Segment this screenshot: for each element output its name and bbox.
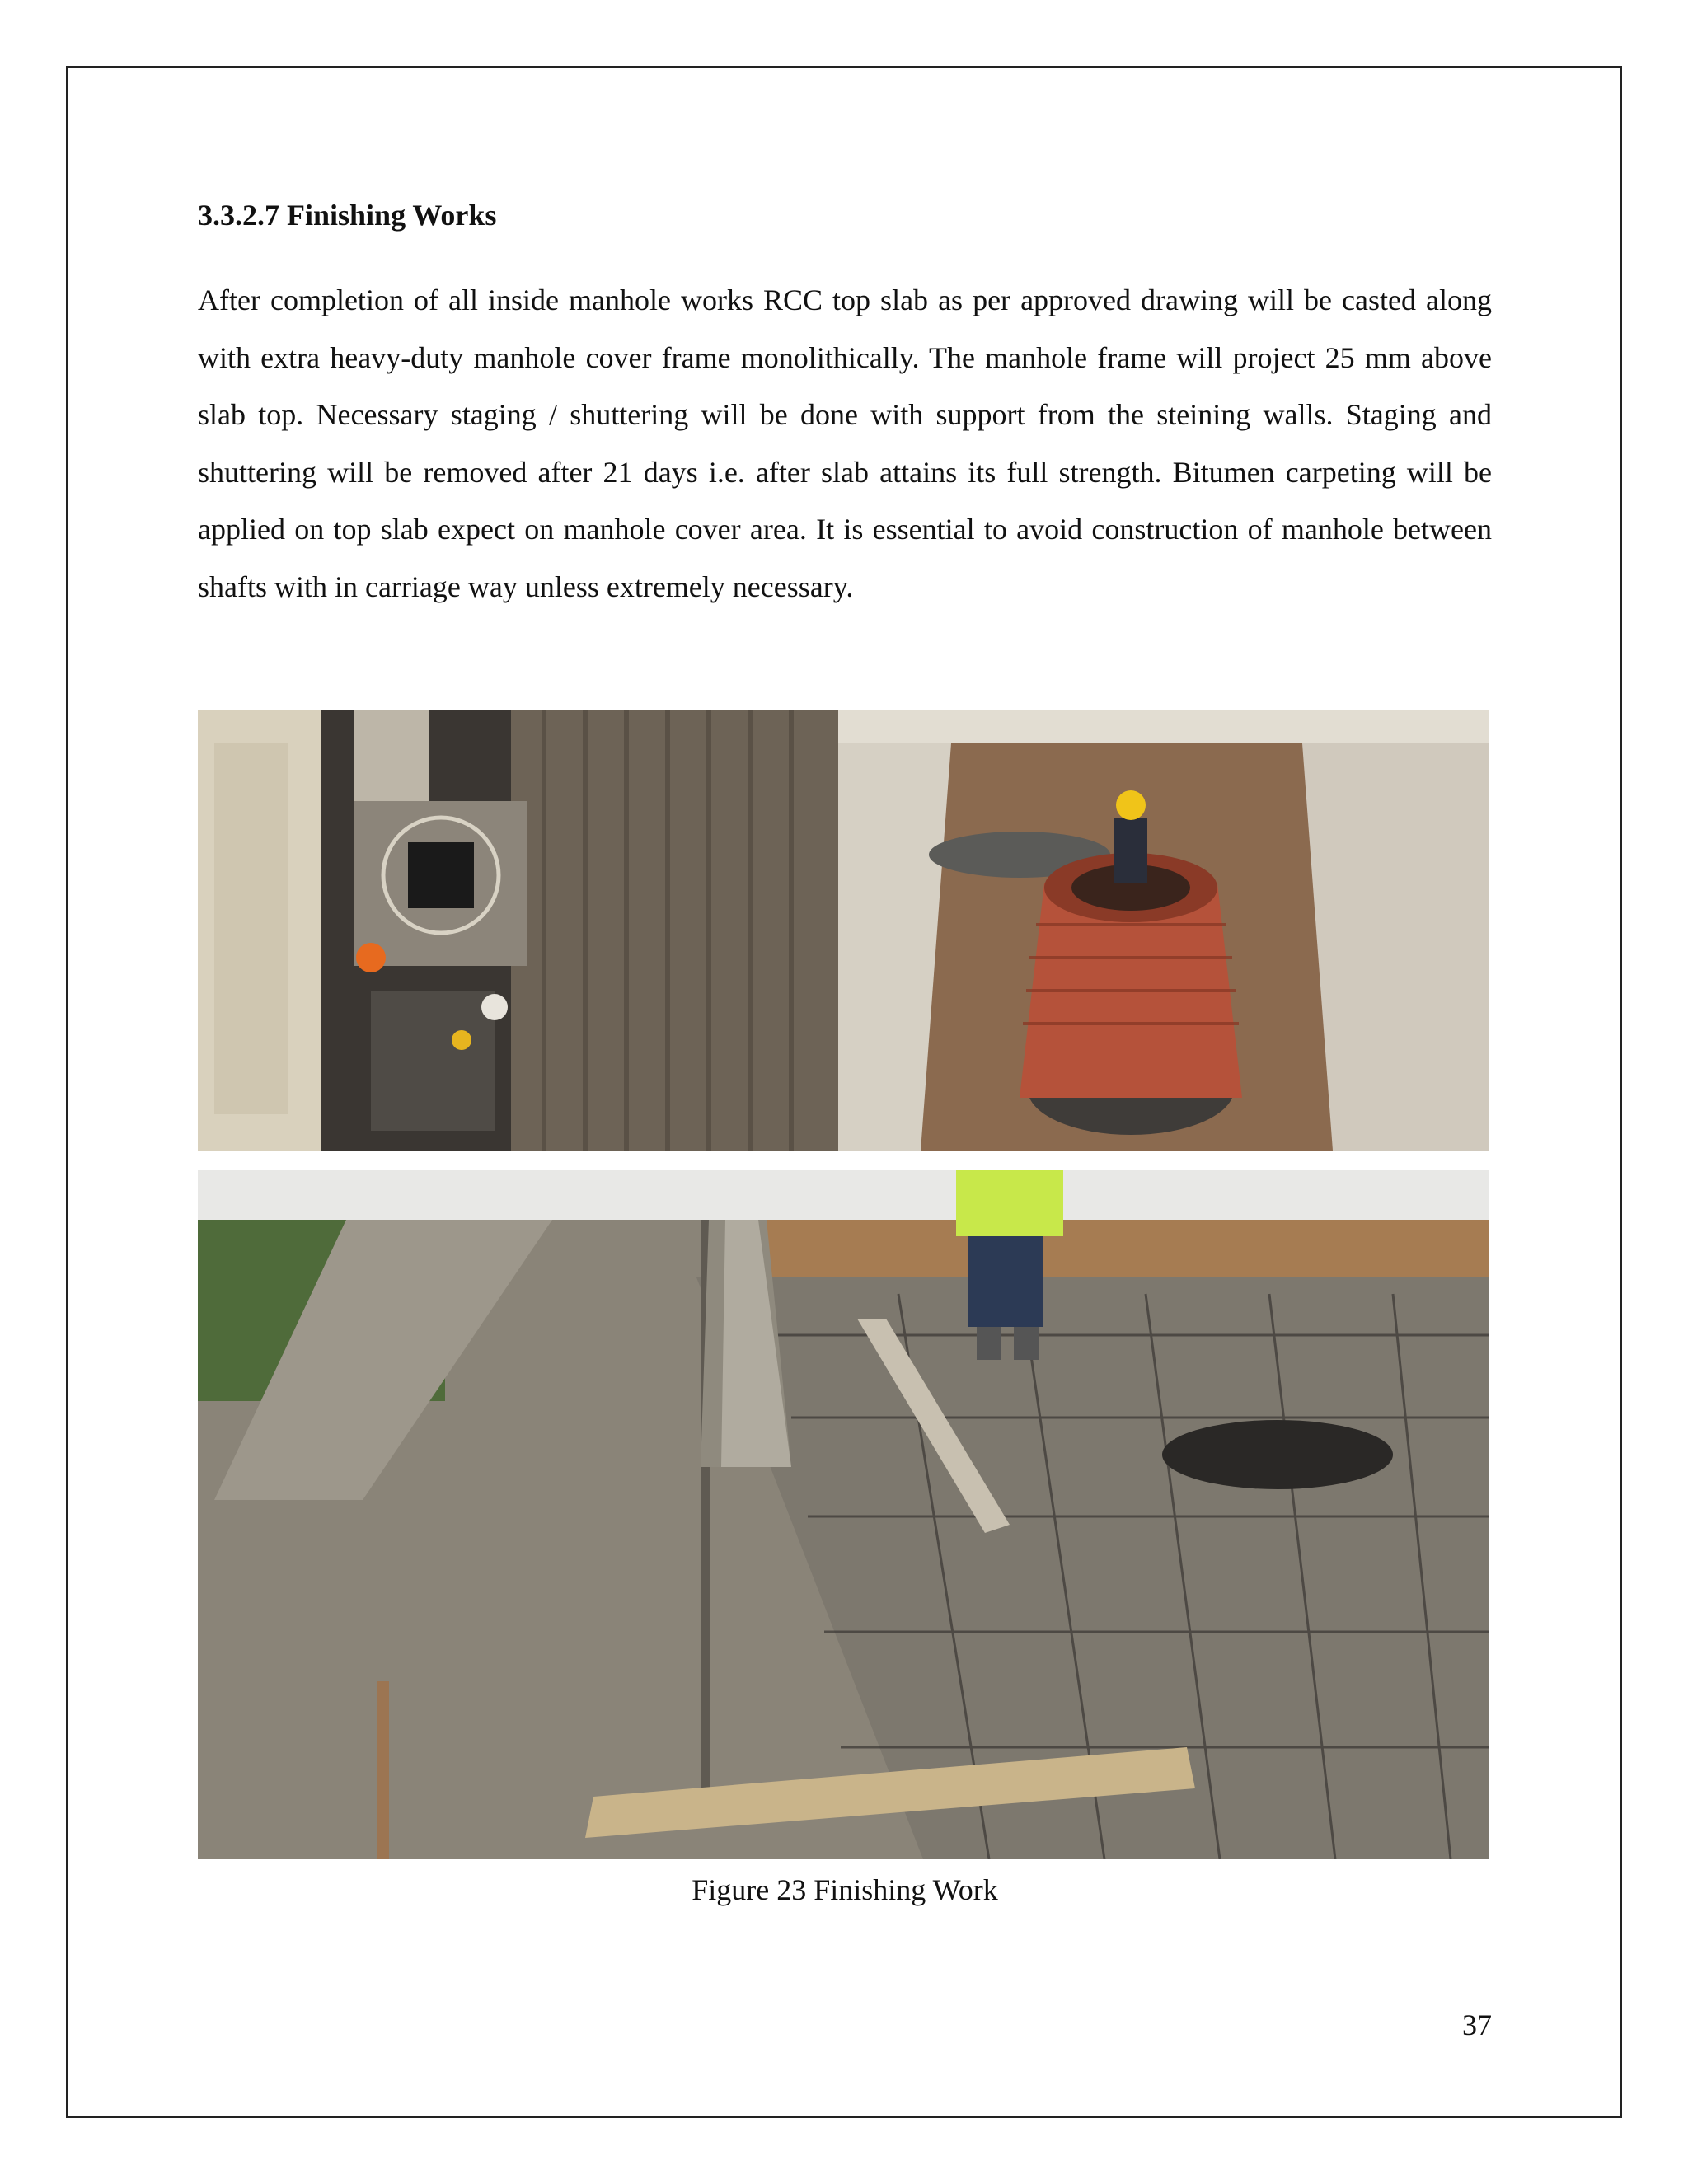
concrete-slab-pour-photo	[198, 1170, 1489, 1859]
figure-caption: Figure 23 Finishing Work	[692, 1873, 998, 1906]
section-heading: 3.3.2.7 Finishing Works	[198, 199, 497, 232]
shaft-staging-photo	[198, 710, 838, 1151]
brick-manhole-photo	[838, 710, 1489, 1151]
body-paragraph: After completion of all inside manhole works RCC top slab as per approved drawing will be casted along with extra heavy-duty manhole cover frame monolithically. The manhole frame will project 25 mm above slab top. Necessary staging / shuttering will be done with support from the steining walls. Staging and shuttering will be removed after 21 days i.e. after slab attains its full strength. Bitumen carpeting will be applied on top slab expect on manhole cover area. It is essential to avoid construction of manhole between shafts with in carriage way unless extremely necessary.	[198, 284, 1492, 603]
page-number: 37	[1462, 2008, 1492, 2041]
